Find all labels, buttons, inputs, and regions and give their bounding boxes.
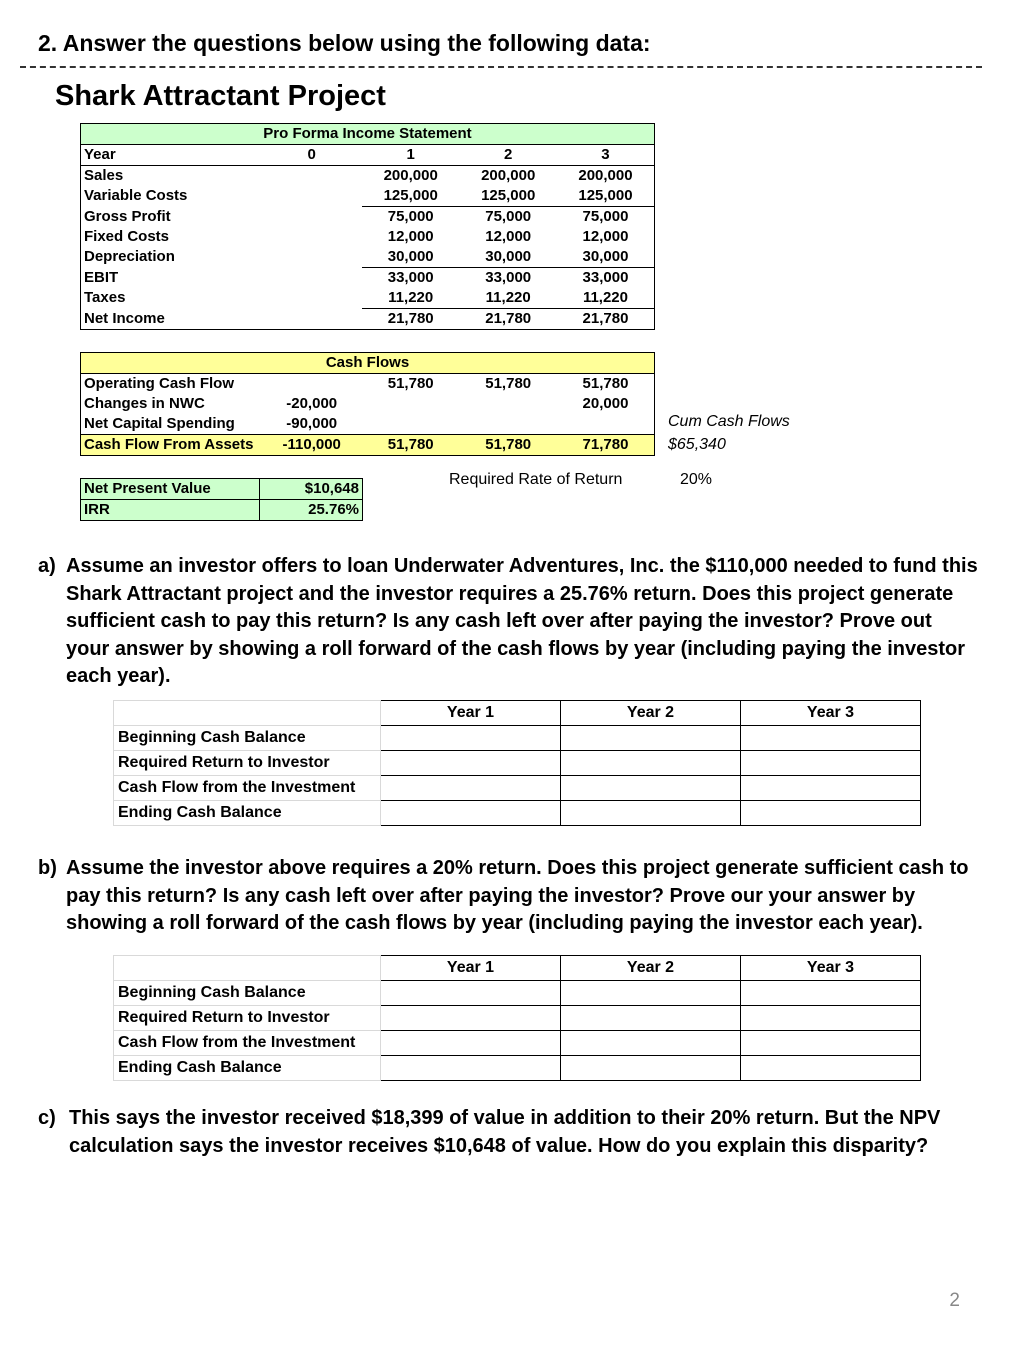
answer-cell[interactable] <box>381 751 561 776</box>
cell <box>557 414 655 435</box>
row-label: Required Return to Investor <box>114 1006 381 1031</box>
answer-cell[interactable] <box>381 981 561 1006</box>
income-statement-table <box>80 123 655 330</box>
cell: 11,220 <box>485 289 531 306</box>
year-header: Year 1 <box>381 956 561 981</box>
question-header: 2. Answer the questions below using the following data: <box>38 30 651 56</box>
year-header: Year 2 <box>561 956 741 981</box>
cell: 12,000 <box>387 228 434 245</box>
year-header: Year 2 <box>561 701 741 726</box>
cell: 12,000 <box>582 228 629 245</box>
cell <box>261 247 362 268</box>
income-statement-title-row <box>81 124 655 145</box>
cum-cash-flows-value: $65,340 <box>668 436 726 453</box>
question-c <box>38 1105 978 1160</box>
npv-label: Net Present Value <box>81 479 260 500</box>
cf-row-capital-spending <box>81 414 655 435</box>
cell: 125,000 <box>481 187 536 204</box>
row-label: Fixed Costs <box>84 228 170 245</box>
cell: 51,780 <box>459 435 557 456</box>
blank-header-cell <box>114 701 381 726</box>
row-label: Gross Profit <box>84 207 171 225</box>
row-label: Taxes <box>84 289 126 307</box>
cell <box>261 166 362 187</box>
year-row <box>81 145 655 166</box>
cell: 21,780 <box>362 309 460 330</box>
income-statement-title: Pro Forma Income Statement <box>81 124 655 145</box>
rollforward-row <box>114 776 921 801</box>
row-label: Net Capital Spending <box>84 415 235 432</box>
cell: 30,000 <box>387 248 434 265</box>
question-a-text: Assume an investor offers to loan Underwater Adventures, Inc. the $110,000 needed to fund this Shark Attractant project and the investor requires a 25.76% return. Does this project generate sufficient cash to pay this return? Is any cash left over after paying the investor? Prove out your answer by showing a roll forward of the cash flows by year (including paying the investor each year). <box>66 555 978 687</box>
answer-cell[interactable] <box>381 1006 561 1031</box>
cum-cash-flows-label: Cum Cash Flows <box>668 413 790 430</box>
irr-value: 25.76% <box>260 500 363 521</box>
answer-cell[interactable] <box>561 1056 741 1081</box>
cell <box>261 268 362 289</box>
cell: 20,000 <box>582 395 629 412</box>
row-label: Beginning Cash Balance <box>114 981 381 1006</box>
row-label: Ending Cash Balance <box>114 801 381 826</box>
answer-cell[interactable] <box>381 776 561 801</box>
income-row-ebit <box>81 268 655 289</box>
cell: 200,000 <box>578 167 633 184</box>
cash-flows-table <box>80 352 655 456</box>
row-label: Operating Cash Flow <box>84 375 235 392</box>
cell: 75,000 <box>557 207 655 228</box>
answer-cell[interactable] <box>561 1006 741 1031</box>
cell: 200,000 <box>481 167 536 184</box>
question-c-letter: c) <box>38 1107 56 1129</box>
answer-cell[interactable] <box>381 1031 561 1056</box>
cell: 75,000 <box>459 207 557 228</box>
cell: -90,000 <box>286 415 338 432</box>
row-label: Variable Costs <box>84 187 188 205</box>
cell: 21,780 <box>459 309 557 330</box>
cell: 75,000 <box>362 207 460 228</box>
cf-row-operating <box>81 374 655 395</box>
answer-cell[interactable] <box>561 1031 741 1056</box>
cell: 125,000 <box>383 187 438 204</box>
income-row-variable-costs <box>81 186 655 207</box>
question-b <box>38 855 978 938</box>
answer-cell[interactable] <box>561 726 741 751</box>
answer-cell[interactable] <box>381 1056 561 1081</box>
page-number: 2 <box>949 1290 960 1311</box>
answer-cell[interactable] <box>561 801 741 826</box>
cell <box>261 227 362 247</box>
income-row-gross-profit <box>81 207 655 228</box>
year-3: 3 <box>557 145 655 166</box>
cell: -110,000 <box>261 435 362 456</box>
cell: 33,000 <box>459 268 557 289</box>
income-row-taxes <box>81 288 655 309</box>
cell <box>459 394 557 414</box>
cell: 51,780 <box>582 375 629 392</box>
irr-label: IRR <box>81 500 260 521</box>
rollforward-row <box>114 981 921 1006</box>
cell <box>261 288 362 309</box>
year-0: 0 <box>261 145 362 166</box>
cell <box>261 374 362 395</box>
npv-irr-table <box>80 478 363 521</box>
year-2: 2 <box>459 145 557 166</box>
row-label: Ending Cash Balance <box>114 1056 381 1081</box>
cash-flows-title: Cash Flows <box>81 353 655 374</box>
cell: 51,780 <box>485 375 532 392</box>
question-b-text: Assume the investor above requires a 20% return. Does this project generate sufficient cash to pay this return? Is any cash left over after paying the investor? Prove our your answer by showing a roll forward of the cash flows by year (including paying the investor each year). <box>66 857 969 934</box>
income-row-net-income <box>81 309 655 330</box>
rollforward-row <box>114 801 921 826</box>
row-label: EBIT <box>84 268 119 286</box>
answer-cell[interactable] <box>741 751 921 776</box>
year-label: Year <box>81 145 262 166</box>
rollforward-table-b <box>113 955 921 1081</box>
cell: 51,780 <box>362 435 460 456</box>
rollforward-row <box>114 1056 921 1081</box>
answer-cell[interactable] <box>741 981 921 1006</box>
year-header: Year 1 <box>381 701 561 726</box>
cell <box>362 414 460 435</box>
answer-cell[interactable] <box>561 981 741 1006</box>
answer-cell[interactable] <box>741 801 921 826</box>
cell: 11,220 <box>582 289 628 306</box>
answer-cell[interactable] <box>561 776 741 801</box>
npv-row <box>81 479 363 500</box>
blank-header-cell <box>114 956 381 981</box>
cell <box>261 207 362 228</box>
answer-cell[interactable] <box>561 751 741 776</box>
income-row-fixed-costs <box>81 227 655 247</box>
cell: 125,000 <box>578 187 633 204</box>
cell: 11,220 <box>388 289 434 306</box>
cash-flows-title-row <box>81 353 655 374</box>
required-rate-value: 20% <box>680 471 713 488</box>
rollforward-header-row <box>114 956 921 981</box>
cell <box>362 394 460 414</box>
cell: 51,780 <box>387 375 434 392</box>
project-title: Shark Attractant Project <box>55 80 386 112</box>
cum-cash-flows <box>668 410 790 456</box>
answer-cell[interactable] <box>741 1006 921 1031</box>
cell <box>261 186 362 207</box>
row-label: Net Income <box>84 309 165 327</box>
cell: 71,780 <box>557 435 655 456</box>
cf-row-nwc <box>81 394 655 414</box>
cell: 12,000 <box>485 228 532 245</box>
answer-cell[interactable] <box>741 1056 921 1081</box>
rollforward-row <box>114 1031 921 1056</box>
income-row-depreciation <box>81 247 655 268</box>
row-label: Depreciation <box>84 248 175 266</box>
row-label: Cash Flow from the Investment <box>114 776 381 801</box>
answer-cell[interactable] <box>381 801 561 826</box>
irr-row <box>81 500 363 521</box>
cell: 33,000 <box>362 268 460 289</box>
rollforward-row <box>114 751 921 776</box>
question-b-letter: b) <box>38 857 57 879</box>
cell: 21,780 <box>557 309 655 330</box>
year-header: Year 3 <box>741 701 921 726</box>
cell: 30,000 <box>485 248 532 265</box>
answer-cell[interactable] <box>381 726 561 751</box>
answer-cell[interactable] <box>741 726 921 751</box>
rollforward-table-a <box>113 700 921 826</box>
rollforward-header-row <box>114 701 921 726</box>
rollforward-row <box>114 726 921 751</box>
row-label: Cash Flow From Assets <box>81 435 262 456</box>
question-a-letter: a) <box>38 555 56 577</box>
cell: 30,000 <box>582 248 629 265</box>
question-c-text: This says the investor received $18,399 of value in addition to their 20% return. But the NPV calculation says the investor receives $10,648 of value. How do you explain this disparity? <box>69 1107 941 1157</box>
cell <box>459 414 557 435</box>
cf-row-cash-flow-from-assets <box>81 435 655 456</box>
npv-value: $10,648 <box>260 479 363 500</box>
row-label: Changes in NWC <box>84 395 205 412</box>
year-header: Year 3 <box>741 956 921 981</box>
cell: 200,000 <box>383 167 438 184</box>
answer-cell[interactable] <box>741 776 921 801</box>
required-rate-label: Required Rate of Return <box>449 471 623 488</box>
cell <box>261 309 362 330</box>
row-label: Cash Flow from the Investment <box>114 1031 381 1056</box>
row-label: Required Return to Investor <box>114 751 381 776</box>
row-label: Beginning Cash Balance <box>114 726 381 751</box>
year-1: 1 <box>362 145 460 166</box>
row-label: Sales <box>84 167 124 184</box>
dashed-divider <box>20 66 982 68</box>
answer-cell[interactable] <box>741 1031 921 1056</box>
question-a <box>38 553 978 691</box>
cell: 33,000 <box>557 268 655 289</box>
rollforward-row <box>114 1006 921 1031</box>
cell: -20,000 <box>286 395 338 412</box>
income-row-sales <box>81 166 655 187</box>
